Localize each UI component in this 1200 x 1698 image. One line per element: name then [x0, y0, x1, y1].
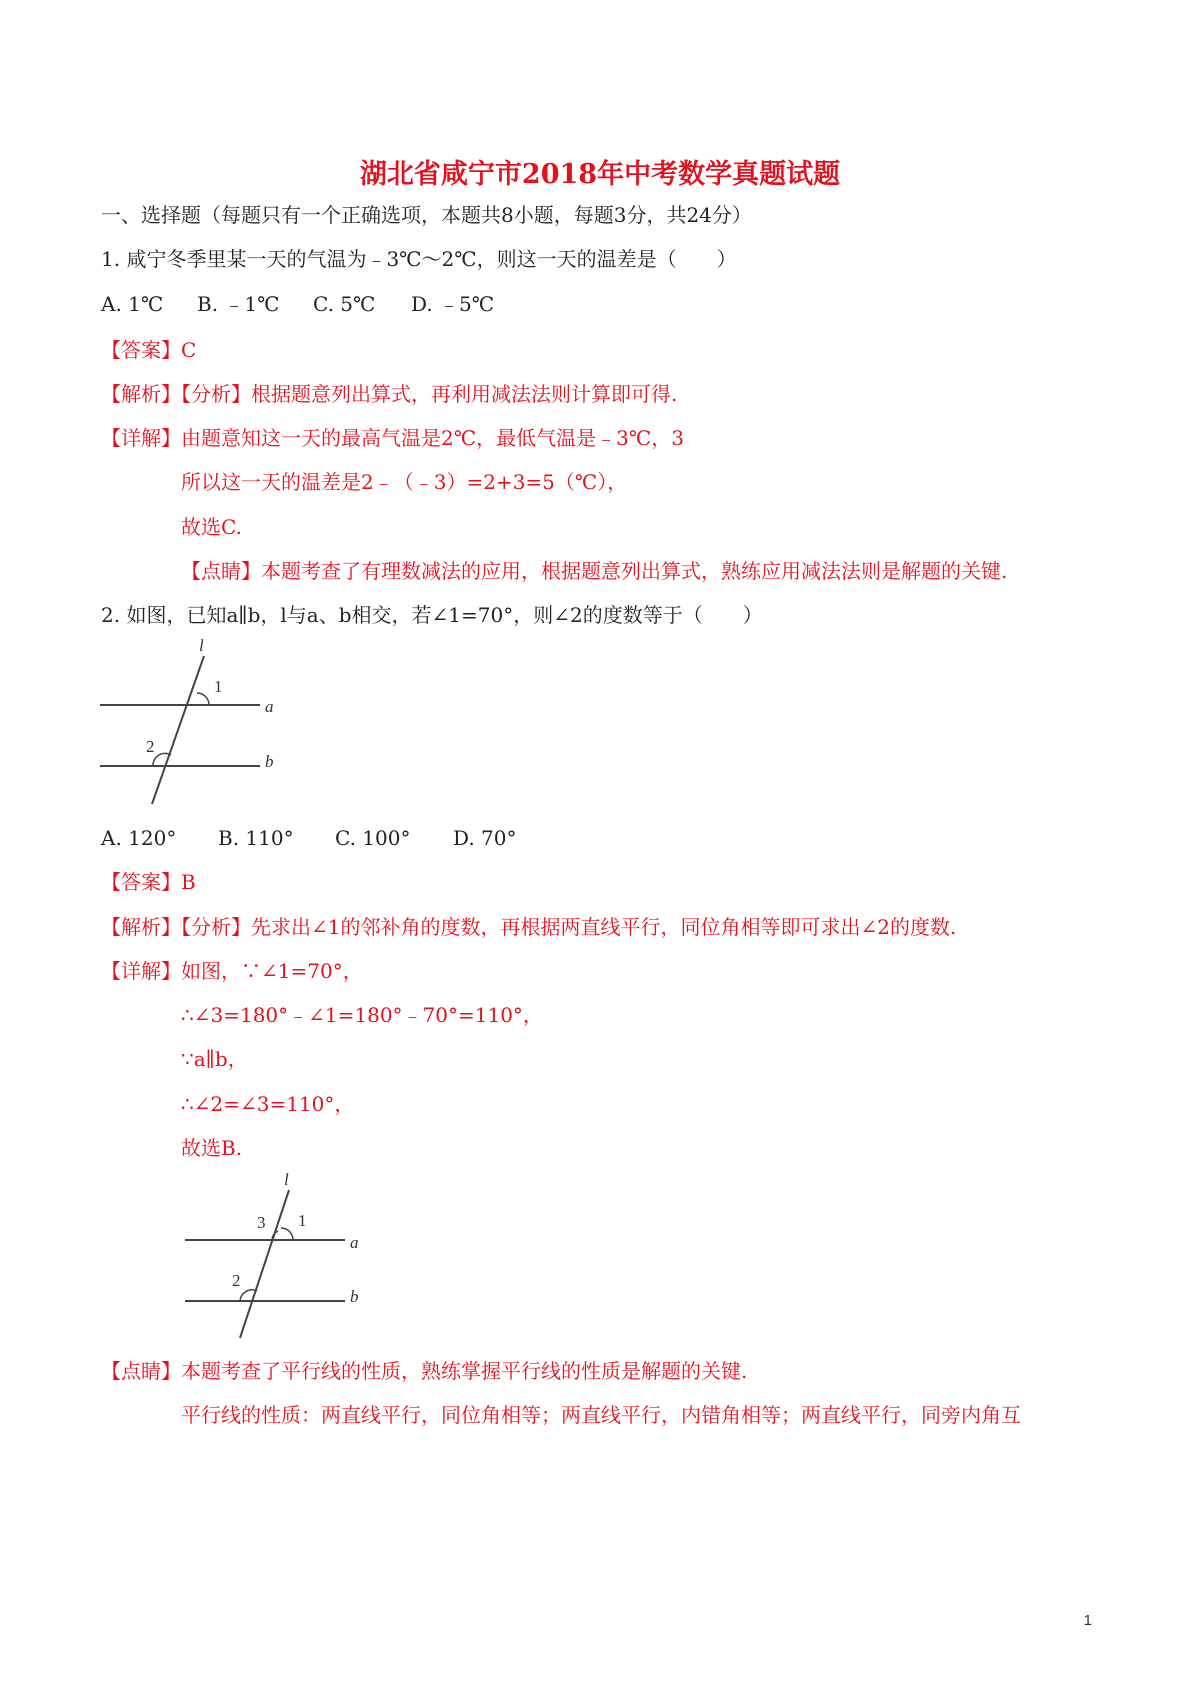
- q2-answer: [101, 868, 196, 896]
- q1-answer-label: 【答案】: [101, 338, 181, 362]
- q2-comment-line-2: 平行线的性质：两直线平行，同位角相等；两直线平行，内错角相等；两直线平行，同旁内角互: [181, 1403, 1021, 1427]
- q1-options: [101, 290, 494, 318]
- label-b: b: [350, 1287, 359, 1306]
- line-l: [152, 656, 204, 804]
- q2-answer-label: 【答案】: [101, 870, 181, 894]
- q1-question: 1. 咸宁冬季里某一天的气温为﹣3℃～2℃，则这一天的温差是（ ）: [101, 247, 737, 271]
- page-number: 1: [1083, 1612, 1092, 1629]
- label-3: 3: [257, 1213, 266, 1232]
- q2-question: 2. 如图，已知a∥b，l与a、b相交，若∠1=70°，则∠2的度数等于（ ）: [101, 603, 763, 627]
- q2-detail-line-5: 故选B.: [181, 1136, 243, 1160]
- q2-analysis-label: 【解析】: [101, 915, 181, 939]
- q1-option-a: A. 1℃: [101, 292, 164, 316]
- q1-detail-line-2: 所以这一天的温差是2﹣（﹣3）=2+3=5（℃），: [181, 470, 628, 494]
- q2-answer-value: B: [181, 870, 196, 894]
- label-l: l: [199, 636, 204, 655]
- q1-option-d: D. ﹣5℃: [411, 292, 495, 316]
- q1-option-c: C. 5℃: [313, 292, 376, 316]
- q2-analysis: [101, 913, 956, 941]
- q2-solution-figure: [185, 1170, 385, 1342]
- q2-option-b: B. 110°: [218, 826, 294, 850]
- label-2: 2: [146, 737, 155, 756]
- angle-1-arc: [281, 1228, 293, 1240]
- label-1: 1: [298, 1211, 307, 1230]
- q2-option-a: A. 120°: [101, 826, 177, 850]
- q2-detail-line-2: ∴∠3=180°﹣∠1=180°﹣70°=110°，: [181, 1003, 543, 1027]
- label-b: b: [265, 752, 274, 771]
- q1-answer: [101, 336, 196, 364]
- q2-option-c: C. 100°: [335, 826, 411, 850]
- label-a: a: [350, 1233, 359, 1252]
- q2-detail: [101, 957, 363, 985]
- q1-option-b: B. ﹣1℃: [197, 292, 280, 316]
- q2-detail-line-4: ∴∠2=∠3=110°，: [181, 1092, 355, 1116]
- q1-analysis-label: 【解析】: [101, 382, 181, 406]
- q1-detail: [101, 424, 684, 452]
- q2-figure: [100, 636, 300, 814]
- q1-analysis: [101, 380, 677, 408]
- q1-detail-line-1: 由题意知这一天的最高气温是2℃，最低气温是﹣3℃，3: [181, 426, 684, 450]
- label-1: 1: [214, 677, 223, 696]
- section-heading: 一、选择题（每题只有一个正确选项，本题共8小题，每题3分，共24分）: [101, 203, 752, 227]
- q2-detail-label: 【详解】: [101, 959, 181, 983]
- page-title: 湖北省咸宁市2018年中考数学真题试题: [359, 159, 841, 190]
- q1-answer-value: C: [181, 338, 197, 362]
- q2-option-d: D. 70°: [453, 826, 517, 850]
- q2-analysis-text: 【分析】先求出∠1的邻补角的度数，再根据两直线平行，同位角相等即可求出∠2的度数.: [181, 915, 957, 939]
- q1-detail-line-3: 故选C.: [181, 515, 242, 539]
- q1-comment: 【点睛】本题考查了有理数减法的应用，根据题意列出算式，熟练应用减法法则是解题的关键.: [181, 559, 1008, 583]
- q1-analysis-text: 【分析】根据题意列出算式，再利用减法法则计算即可得.: [181, 382, 678, 406]
- label-2: 2: [232, 1271, 241, 1290]
- q2-comment-text: 本题考查了平行线的性质，熟练掌握平行线的性质是解题的关键.: [181, 1359, 748, 1383]
- q2-comment-label: 【点睛】: [101, 1359, 181, 1383]
- q2-detail-line-3: ∵a∥b，: [181, 1047, 248, 1071]
- q2-detail-line-1: 如图，∵∠1=70°，: [181, 959, 363, 983]
- angle-3-arc: [272, 1231, 278, 1240]
- q1-detail-label: 【详解】: [101, 426, 181, 450]
- q2-comment: [101, 1357, 747, 1385]
- q2-options: [101, 824, 517, 852]
- label-l: l: [284, 1170, 289, 1189]
- label-a: a: [265, 697, 274, 716]
- angle-1-arc: [197, 693, 209, 705]
